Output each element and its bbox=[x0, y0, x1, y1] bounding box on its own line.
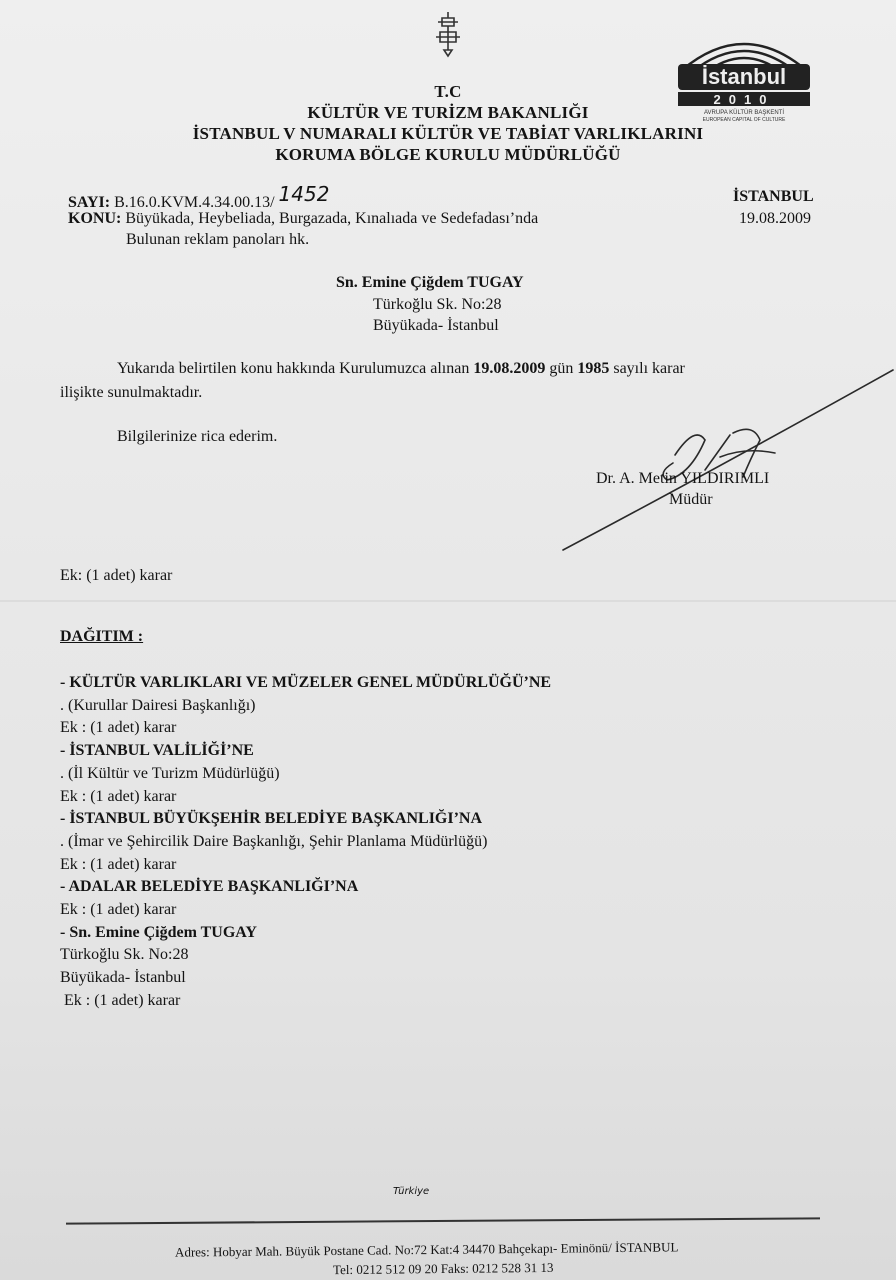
header-ministry: KÜLTÜR VE TURİZM BAKANLIĞI bbox=[307, 103, 589, 122]
sayi-value: B.16.0.KVM.4.34.00.13/ bbox=[114, 194, 275, 211]
header-tc: T.C bbox=[434, 82, 462, 101]
body-paragraph-2: Bilgilerinize rica ederim. bbox=[117, 428, 278, 445]
recipient-city: Büyükada- İstanbul bbox=[373, 317, 499, 334]
distribution-line: Büyükada- İstanbul bbox=[60, 969, 186, 987]
konu-line bbox=[68, 210, 538, 228]
ministry-emblem-icon bbox=[432, 10, 464, 58]
city-label: İSTANBUL bbox=[733, 188, 814, 205]
sayi-handwritten: 1452 bbox=[278, 182, 330, 206]
distribution-line: . (İl Kültür ve Turizm Müdürlüğü) bbox=[60, 764, 280, 782]
turkiye-logo-text: Türkiye bbox=[393, 1186, 430, 1197]
turkiye-logo bbox=[393, 1186, 429, 1197]
distribution-title: DAĞITIM : bbox=[60, 628, 144, 645]
body-p1-a: Yukarıda belirtilen konu hakkında Kurulumuzca alınan bbox=[117, 360, 474, 377]
recipient-street: Türkoğlu Sk. No:28 bbox=[373, 296, 502, 313]
distribution-line: Ek : (1 adet) karar bbox=[60, 719, 177, 737]
distribution-line: Ek : (1 adet) karar bbox=[60, 991, 181, 1009]
distribution-line: Türkoğlu Sk. No:28 bbox=[60, 946, 189, 964]
sayi-label: SAYI: bbox=[68, 194, 111, 211]
logo-name: İstanbul bbox=[701, 64, 787, 89]
decision-number: 1985 bbox=[577, 360, 610, 377]
document-date: 19.08.2009 bbox=[739, 210, 811, 227]
distribution-line: - İSTANBUL VALİLİĞİ’NE bbox=[60, 742, 254, 760]
distribution-line: Ek : (1 adet) karar bbox=[60, 787, 177, 805]
logo-sub1: AVRUPA KÜLTÜR BAŞKENTİ bbox=[703, 110, 785, 116]
footer-address: Adres: Hobyar Mah. Büyük Postane Cad. No:72 Kat:4 34470 Bahçekapı- Eminönü/ İSTANBUL bbox=[174, 1239, 679, 1260]
body-paragraph-1-line2: ilişikte sunulmaktadır. bbox=[60, 384, 203, 401]
footer-phone: Tel: 0212 512 09 20 Faks: 0212 528 31 13 bbox=[332, 1259, 554, 1278]
logo-year: 2010 bbox=[713, 92, 775, 107]
distribution-line: . (Kurullar Dairesi Başkanlığı) bbox=[60, 696, 256, 714]
distribution-line: Ek : (1 adet) karar bbox=[60, 901, 177, 919]
recipient-name: Sn. Emine Çiğdem TUGAY bbox=[336, 274, 524, 291]
konu-line2: Bulunan reklam panoları hk. bbox=[126, 231, 310, 248]
konu-line1: Büyükada, Heybeliada, Burgazada, Kınalıada ve Sedefadası’nda bbox=[125, 210, 539, 227]
distribution-line: - İSTANBUL BÜYÜKŞEHİR BELEDİYE BAŞKANLIĞI’NA bbox=[60, 810, 483, 828]
distribution-line: - KÜLTÜR VARLIKLARI VE MÜZELER GENEL MÜDÜRLÜĞÜ’NE bbox=[60, 674, 552, 691]
sayi-line bbox=[68, 182, 330, 212]
distribution-list bbox=[60, 672, 551, 1013]
footer-divider bbox=[66, 1217, 820, 1224]
distribution-line: Ek : (1 adet) karar bbox=[60, 855, 177, 873]
konu-label: KONU: bbox=[68, 210, 122, 227]
signatory-name: Dr. A. Metin YILDIRIMLI bbox=[596, 470, 770, 487]
signatory-title: Müdür bbox=[669, 491, 713, 508]
distribution-line: - Sn. Emine Çiğdem TUGAY bbox=[60, 923, 257, 941]
header-directorate-line2: KORUMA BÖLGE KURULU MÜDÜRLÜĞÜ bbox=[275, 145, 621, 164]
header-directorate-line1: İSTANBUL V NUMARALI KÜLTÜR VE TABİAT VARLIKLARINI bbox=[192, 124, 704, 143]
distribution-line: - ADALAR BELEDİYE BAŞKANLIĞI’NA bbox=[60, 878, 359, 896]
attachment-note: Ek: (1 adet) karar bbox=[60, 567, 173, 584]
body-p1-c: sayılı karar bbox=[609, 360, 685, 377]
distribution-line: . (İmar ve Şehircilik Daire Başkanlığı, Şehir Planlama Müdürlüğü) bbox=[60, 832, 488, 850]
decision-date: 19.08.2009 bbox=[473, 360, 546, 377]
logo-sub2: EUROPEAN CAPITAL OF CULTURE bbox=[702, 117, 786, 122]
body-p1-b: gün bbox=[545, 360, 578, 377]
paper-fold bbox=[0, 600, 896, 602]
handwritten-signature bbox=[555, 365, 895, 555]
